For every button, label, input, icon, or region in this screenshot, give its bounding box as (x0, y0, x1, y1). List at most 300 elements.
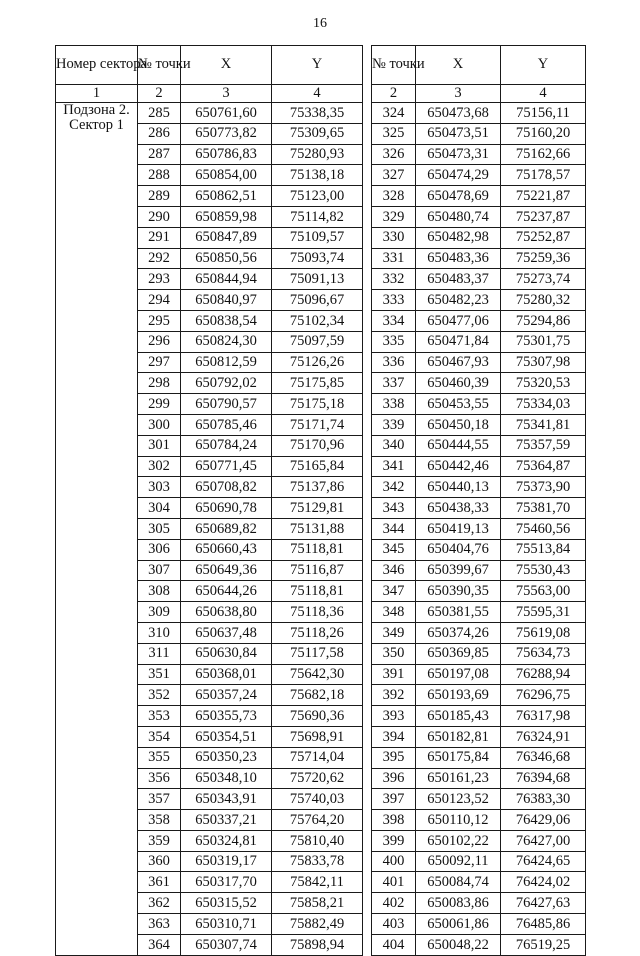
table-row (372, 851, 586, 872)
x-coordinate-cell: 650123,52 (416, 789, 501, 810)
x-coordinate-cell: 650369,85 (416, 643, 501, 664)
y-coordinate-cell: 75530,43 (501, 560, 586, 581)
x-coordinate-cell: 650357,24 (181, 685, 272, 706)
x-coordinate-cell: 650630,84 (181, 643, 272, 664)
point-number-cell: 292 (138, 248, 181, 269)
x-coordinate-cell: 650784,24 (181, 435, 272, 456)
table-header-row (372, 46, 586, 85)
point-number-cell: 353 (138, 706, 181, 727)
y-coordinate-cell: 75118,36 (272, 602, 363, 623)
x-coordinate-cell: 650404,76 (416, 539, 501, 560)
column-number: 1 (56, 85, 138, 103)
x-coordinate-cell: 650084,74 (416, 872, 501, 893)
point-number-cell: 357 (138, 789, 181, 810)
table-row (372, 352, 586, 373)
table-row (372, 893, 586, 914)
column-number: 3 (181, 85, 272, 103)
table-row (372, 435, 586, 456)
table-row (372, 602, 586, 623)
point-number-cell: 290 (138, 206, 181, 227)
y-coordinate-cell: 75842,11 (272, 872, 363, 893)
table-row (372, 227, 586, 248)
y-coordinate-cell: 76427,00 (501, 830, 586, 851)
table-row (372, 103, 586, 124)
header-sector: Номер сектора (56, 46, 138, 85)
x-coordinate-cell: 650761,60 (181, 103, 272, 124)
y-coordinate-cell: 75237,87 (501, 206, 586, 227)
x-coordinate-cell: 650478,69 (416, 186, 501, 207)
point-number-cell: 347 (372, 581, 416, 602)
y-coordinate-cell: 75740,03 (272, 789, 363, 810)
point-number-cell: 294 (138, 290, 181, 311)
x-coordinate-cell: 650483,36 (416, 248, 501, 269)
point-number-cell: 391 (372, 664, 416, 685)
point-number-cell: 397 (372, 789, 416, 810)
y-coordinate-cell: 75138,18 (272, 165, 363, 186)
coordinates-table-right (371, 45, 586, 956)
point-number-cell: 402 (372, 893, 416, 914)
x-coordinate-cell: 650483,37 (416, 269, 501, 290)
x-coordinate-cell: 650850,56 (181, 248, 272, 269)
point-number-cell: 306 (138, 539, 181, 560)
point-number-cell: 348 (372, 602, 416, 623)
point-number-cell: 332 (372, 269, 416, 290)
x-coordinate-cell: 650838,54 (181, 310, 272, 331)
y-coordinate-cell: 75259,36 (501, 248, 586, 269)
y-coordinate-cell: 75690,36 (272, 706, 363, 727)
point-number-cell: 330 (372, 227, 416, 248)
point-number-cell: 334 (372, 310, 416, 331)
column-number: 4 (501, 85, 586, 103)
point-number-cell: 289 (138, 186, 181, 207)
point-number-cell: 285 (138, 103, 181, 124)
x-coordinate-cell: 650440,13 (416, 477, 501, 498)
point-number-cell: 404 (372, 934, 416, 955)
x-coordinate-cell: 650310,71 (181, 914, 272, 935)
y-coordinate-cell: 75252,87 (501, 227, 586, 248)
x-coordinate-cell: 650317,70 (181, 872, 272, 893)
point-number-cell: 344 (372, 518, 416, 539)
x-coordinate-cell: 650638,80 (181, 602, 272, 623)
y-coordinate-cell: 75116,87 (272, 560, 363, 581)
header-point: № точки (138, 46, 181, 85)
y-coordinate-cell: 75118,81 (272, 539, 363, 560)
y-coordinate-cell: 75165,84 (272, 456, 363, 477)
x-coordinate-cell: 650660,43 (181, 539, 272, 560)
table-row (372, 810, 586, 831)
point-number-cell: 303 (138, 477, 181, 498)
point-number-cell: 336 (372, 352, 416, 373)
point-number-cell: 398 (372, 810, 416, 831)
y-coordinate-cell: 75123,00 (272, 186, 363, 207)
x-coordinate-cell: 650708,82 (181, 477, 272, 498)
x-coordinate-cell: 650110,12 (416, 810, 501, 831)
y-coordinate-cell: 75833,78 (272, 851, 363, 872)
table-row (372, 269, 586, 290)
x-coordinate-cell: 650844,94 (181, 269, 272, 290)
point-number-cell: 307 (138, 560, 181, 581)
y-coordinate-cell: 75338,35 (272, 103, 363, 124)
y-coordinate-cell: 75642,30 (272, 664, 363, 685)
x-coordinate-cell: 650790,57 (181, 394, 272, 415)
y-coordinate-cell: 76317,98 (501, 706, 586, 727)
column-number: 2 (372, 85, 416, 103)
x-coordinate-cell: 650482,98 (416, 227, 501, 248)
table-row (372, 768, 586, 789)
table-row (372, 186, 586, 207)
x-coordinate-cell: 650460,39 (416, 373, 501, 394)
header-x: X (416, 46, 501, 85)
table-row (372, 706, 586, 727)
point-number-cell: 324 (372, 103, 416, 124)
y-coordinate-cell: 75307,98 (501, 352, 586, 373)
y-coordinate-cell: 75221,87 (501, 186, 586, 207)
x-coordinate-cell: 650840,97 (181, 290, 272, 311)
x-coordinate-cell: 650343,91 (181, 789, 272, 810)
point-number-cell: 299 (138, 394, 181, 415)
y-coordinate-cell: 75460,56 (501, 518, 586, 539)
point-number-cell: 295 (138, 310, 181, 331)
x-coordinate-cell: 650477,06 (416, 310, 501, 331)
y-coordinate-cell: 76346,68 (501, 747, 586, 768)
table-row (372, 144, 586, 165)
x-coordinate-cell: 650862,51 (181, 186, 272, 207)
y-coordinate-cell: 75114,82 (272, 206, 363, 227)
point-number-cell: 309 (138, 602, 181, 623)
table-row (372, 726, 586, 747)
table-row (372, 414, 586, 435)
point-number-cell: 362 (138, 893, 181, 914)
point-number-cell: 288 (138, 165, 181, 186)
point-number-cell: 302 (138, 456, 181, 477)
y-coordinate-cell: 75714,04 (272, 747, 363, 768)
column-number-row (372, 85, 586, 103)
column-number-row (56, 85, 363, 103)
x-coordinate-cell: 650061,86 (416, 914, 501, 935)
page-number: 16 (313, 16, 327, 31)
table-row (372, 518, 586, 539)
x-coordinate-cell: 650048,22 (416, 934, 501, 955)
point-number-cell: 356 (138, 768, 181, 789)
y-coordinate-cell: 75118,81 (272, 581, 363, 602)
table-row (372, 477, 586, 498)
point-number-cell: 359 (138, 830, 181, 851)
y-coordinate-cell: 75682,18 (272, 685, 363, 706)
y-coordinate-cell: 75102,34 (272, 310, 363, 331)
point-number-cell: 355 (138, 747, 181, 768)
point-number-cell: 297 (138, 352, 181, 373)
point-number-cell: 393 (372, 706, 416, 727)
point-number-cell: 340 (372, 435, 416, 456)
y-coordinate-cell: 76324,91 (501, 726, 586, 747)
x-coordinate-cell: 650859,98 (181, 206, 272, 227)
table-row (372, 934, 586, 955)
point-number-cell: 358 (138, 810, 181, 831)
point-number-cell: 338 (372, 394, 416, 415)
point-number-cell: 361 (138, 872, 181, 893)
y-coordinate-cell: 76519,25 (501, 934, 586, 955)
y-coordinate-cell: 75109,57 (272, 227, 363, 248)
table-row (372, 456, 586, 477)
x-coordinate-cell: 650474,29 (416, 165, 501, 186)
table-row (372, 123, 586, 144)
x-coordinate-cell: 650690,78 (181, 498, 272, 519)
point-number-cell: 287 (138, 144, 181, 165)
header-x: X (181, 46, 272, 85)
point-number-cell: 400 (372, 851, 416, 872)
x-coordinate-cell: 650473,51 (416, 123, 501, 144)
y-coordinate-cell: 75764,20 (272, 810, 363, 831)
x-coordinate-cell: 650471,84 (416, 331, 501, 352)
point-number-cell: 342 (372, 477, 416, 498)
y-coordinate-cell: 75118,26 (272, 622, 363, 643)
x-coordinate-cell: 650354,51 (181, 726, 272, 747)
point-number-cell: 354 (138, 726, 181, 747)
table-row (372, 290, 586, 311)
point-number-cell: 304 (138, 498, 181, 519)
x-coordinate-cell: 650193,69 (416, 685, 501, 706)
x-coordinate-cell: 650368,01 (181, 664, 272, 685)
x-coordinate-cell: 650348,10 (181, 768, 272, 789)
x-coordinate-cell: 650792,02 (181, 373, 272, 394)
x-coordinate-cell: 650473,31 (416, 144, 501, 165)
point-number-cell: 311 (138, 643, 181, 664)
point-number-cell: 308 (138, 581, 181, 602)
y-coordinate-cell: 75131,88 (272, 518, 363, 539)
y-coordinate-cell: 76394,68 (501, 768, 586, 789)
y-coordinate-cell: 76288,94 (501, 664, 586, 685)
header-point: № точки (372, 46, 416, 85)
x-coordinate-cell: 650175,84 (416, 747, 501, 768)
point-number-cell: 335 (372, 331, 416, 352)
point-number-cell: 399 (372, 830, 416, 851)
y-coordinate-cell: 75563,00 (501, 581, 586, 602)
y-coordinate-cell: 75129,81 (272, 498, 363, 519)
point-number-cell: 363 (138, 914, 181, 935)
y-coordinate-cell: 76296,75 (501, 685, 586, 706)
y-coordinate-cell: 75160,20 (501, 123, 586, 144)
x-coordinate-cell: 650092,11 (416, 851, 501, 872)
y-coordinate-cell: 75720,62 (272, 768, 363, 789)
y-coordinate-cell: 75096,67 (272, 290, 363, 311)
table-row (372, 310, 586, 331)
y-coordinate-cell: 75175,85 (272, 373, 363, 394)
x-coordinate-cell: 650786,83 (181, 144, 272, 165)
point-number-cell: 296 (138, 331, 181, 352)
x-coordinate-cell: 650350,23 (181, 747, 272, 768)
x-coordinate-cell: 650381,55 (416, 602, 501, 623)
x-coordinate-cell: 650419,13 (416, 518, 501, 539)
x-coordinate-cell: 650824,30 (181, 331, 272, 352)
y-coordinate-cell: 75171,74 (272, 414, 363, 435)
table-row (372, 643, 586, 664)
y-coordinate-cell: 75334,03 (501, 394, 586, 415)
y-coordinate-cell: 75513,84 (501, 539, 586, 560)
y-coordinate-cell: 75175,18 (272, 394, 363, 415)
point-number-cell: 360 (138, 851, 181, 872)
table-row (372, 914, 586, 935)
y-coordinate-cell: 75117,58 (272, 643, 363, 664)
y-coordinate-cell: 75364,87 (501, 456, 586, 477)
y-coordinate-cell: 75619,08 (501, 622, 586, 643)
x-coordinate-cell: 650467,93 (416, 352, 501, 373)
x-coordinate-cell: 650450,18 (416, 414, 501, 435)
table-row (372, 830, 586, 851)
x-coordinate-cell: 650773,82 (181, 123, 272, 144)
y-coordinate-cell: 75273,74 (501, 269, 586, 290)
point-number-cell: 326 (372, 144, 416, 165)
column-number: 4 (272, 85, 363, 103)
point-number-cell: 352 (138, 685, 181, 706)
y-coordinate-cell: 76424,02 (501, 872, 586, 893)
table-row (372, 685, 586, 706)
x-coordinate-cell: 650315,52 (181, 893, 272, 914)
point-number-cell: 305 (138, 518, 181, 539)
point-number-cell: 310 (138, 622, 181, 643)
point-number-cell: 341 (372, 456, 416, 477)
point-number-cell: 403 (372, 914, 416, 935)
point-number-cell: 394 (372, 726, 416, 747)
coordinates-table-left (55, 45, 363, 956)
y-coordinate-cell: 75595,31 (501, 602, 586, 623)
point-number-cell: 300 (138, 414, 181, 435)
y-coordinate-cell: 75097,59 (272, 331, 363, 352)
column-number: 3 (416, 85, 501, 103)
y-coordinate-cell: 75126,26 (272, 352, 363, 373)
table-row (372, 581, 586, 602)
y-coordinate-cell: 76424,65 (501, 851, 586, 872)
x-coordinate-cell: 650083,86 (416, 893, 501, 914)
x-coordinate-cell: 650399,67 (416, 560, 501, 581)
y-coordinate-cell: 76429,06 (501, 810, 586, 831)
x-coordinate-cell: 650771,45 (181, 456, 272, 477)
y-coordinate-cell: 75178,57 (501, 165, 586, 186)
x-coordinate-cell: 650453,55 (416, 394, 501, 415)
point-number-cell: 293 (138, 269, 181, 290)
point-number-cell: 401 (372, 872, 416, 893)
point-number-cell: 364 (138, 934, 181, 955)
x-coordinate-cell: 650847,89 (181, 227, 272, 248)
y-coordinate-cell: 75093,74 (272, 248, 363, 269)
y-coordinate-cell: 75309,65 (272, 123, 363, 144)
y-coordinate-cell: 76427,63 (501, 893, 586, 914)
table-row (372, 789, 586, 810)
column-number: 2 (138, 85, 181, 103)
point-number-cell: 346 (372, 560, 416, 581)
point-number-cell: 331 (372, 248, 416, 269)
table-row (372, 206, 586, 227)
y-coordinate-cell: 75373,90 (501, 477, 586, 498)
y-coordinate-cell: 75301,75 (501, 331, 586, 352)
point-number-cell: 351 (138, 664, 181, 685)
table-row (372, 248, 586, 269)
y-coordinate-cell: 75280,32 (501, 290, 586, 311)
x-coordinate-cell: 650337,21 (181, 810, 272, 831)
table-row (372, 560, 586, 581)
point-number-cell: 329 (372, 206, 416, 227)
x-coordinate-cell: 650307,74 (181, 934, 272, 955)
x-coordinate-cell: 650182,81 (416, 726, 501, 747)
y-coordinate-cell: 75170,96 (272, 435, 363, 456)
point-number-cell: 343 (372, 498, 416, 519)
y-coordinate-cell: 75162,66 (501, 144, 586, 165)
point-number-cell: 325 (372, 123, 416, 144)
x-coordinate-cell: 650161,23 (416, 768, 501, 789)
point-number-cell: 339 (372, 414, 416, 435)
table-row (372, 872, 586, 893)
point-number-cell: 395 (372, 747, 416, 768)
table-row (372, 331, 586, 352)
table-row (56, 103, 363, 124)
header-y: Y (272, 46, 363, 85)
y-coordinate-cell: 75341,81 (501, 414, 586, 435)
x-coordinate-cell: 650644,26 (181, 581, 272, 602)
y-coordinate-cell: 75698,91 (272, 726, 363, 747)
y-coordinate-cell: 75091,13 (272, 269, 363, 290)
y-coordinate-cell: 75294,86 (501, 310, 586, 331)
x-coordinate-cell: 650637,48 (181, 622, 272, 643)
point-number-cell: 337 (372, 373, 416, 394)
x-coordinate-cell: 650649,36 (181, 560, 272, 581)
point-number-cell: 396 (372, 768, 416, 789)
y-coordinate-cell: 76383,30 (501, 789, 586, 810)
point-number-cell: 327 (372, 165, 416, 186)
header-y: Y (501, 46, 586, 85)
table-row (372, 498, 586, 519)
table-row (372, 373, 586, 394)
x-coordinate-cell: 650442,46 (416, 456, 501, 477)
point-number-cell: 392 (372, 685, 416, 706)
x-coordinate-cell: 650854,00 (181, 165, 272, 186)
y-coordinate-cell: 75280,93 (272, 144, 363, 165)
x-coordinate-cell: 650480,74 (416, 206, 501, 227)
x-coordinate-cell: 650324,81 (181, 830, 272, 851)
point-number-cell: 333 (372, 290, 416, 311)
y-coordinate-cell: 75634,73 (501, 643, 586, 664)
x-coordinate-cell: 650102,22 (416, 830, 501, 851)
sector-label: Подзона 2. Сектор 1 (56, 103, 138, 956)
y-coordinate-cell: 75137,86 (272, 477, 363, 498)
x-coordinate-cell: 650482,23 (416, 290, 501, 311)
y-coordinate-cell: 75882,49 (272, 914, 363, 935)
y-coordinate-cell: 75810,40 (272, 830, 363, 851)
table-row (372, 539, 586, 560)
point-number-cell: 291 (138, 227, 181, 248)
y-coordinate-cell: 75898,94 (272, 934, 363, 955)
point-number-cell: 301 (138, 435, 181, 456)
table-row (372, 622, 586, 643)
y-coordinate-cell: 75320,53 (501, 373, 586, 394)
y-coordinate-cell: 75156,11 (501, 103, 586, 124)
x-coordinate-cell: 650785,46 (181, 414, 272, 435)
y-coordinate-cell: 75381,70 (501, 498, 586, 519)
x-coordinate-cell: 650444,55 (416, 435, 501, 456)
point-number-cell: 349 (372, 622, 416, 643)
x-coordinate-cell: 650374,26 (416, 622, 501, 643)
table-row (372, 747, 586, 768)
point-number-cell: 328 (372, 186, 416, 207)
y-coordinate-cell: 76485,86 (501, 914, 586, 935)
point-number-cell: 298 (138, 373, 181, 394)
x-coordinate-cell: 650473,68 (416, 103, 501, 124)
x-coordinate-cell: 650185,43 (416, 706, 501, 727)
table-row (372, 394, 586, 415)
x-coordinate-cell: 650390,35 (416, 581, 501, 602)
x-coordinate-cell: 650355,73 (181, 706, 272, 727)
x-coordinate-cell: 650197,08 (416, 664, 501, 685)
point-number-cell: 350 (372, 643, 416, 664)
point-number-cell: 286 (138, 123, 181, 144)
